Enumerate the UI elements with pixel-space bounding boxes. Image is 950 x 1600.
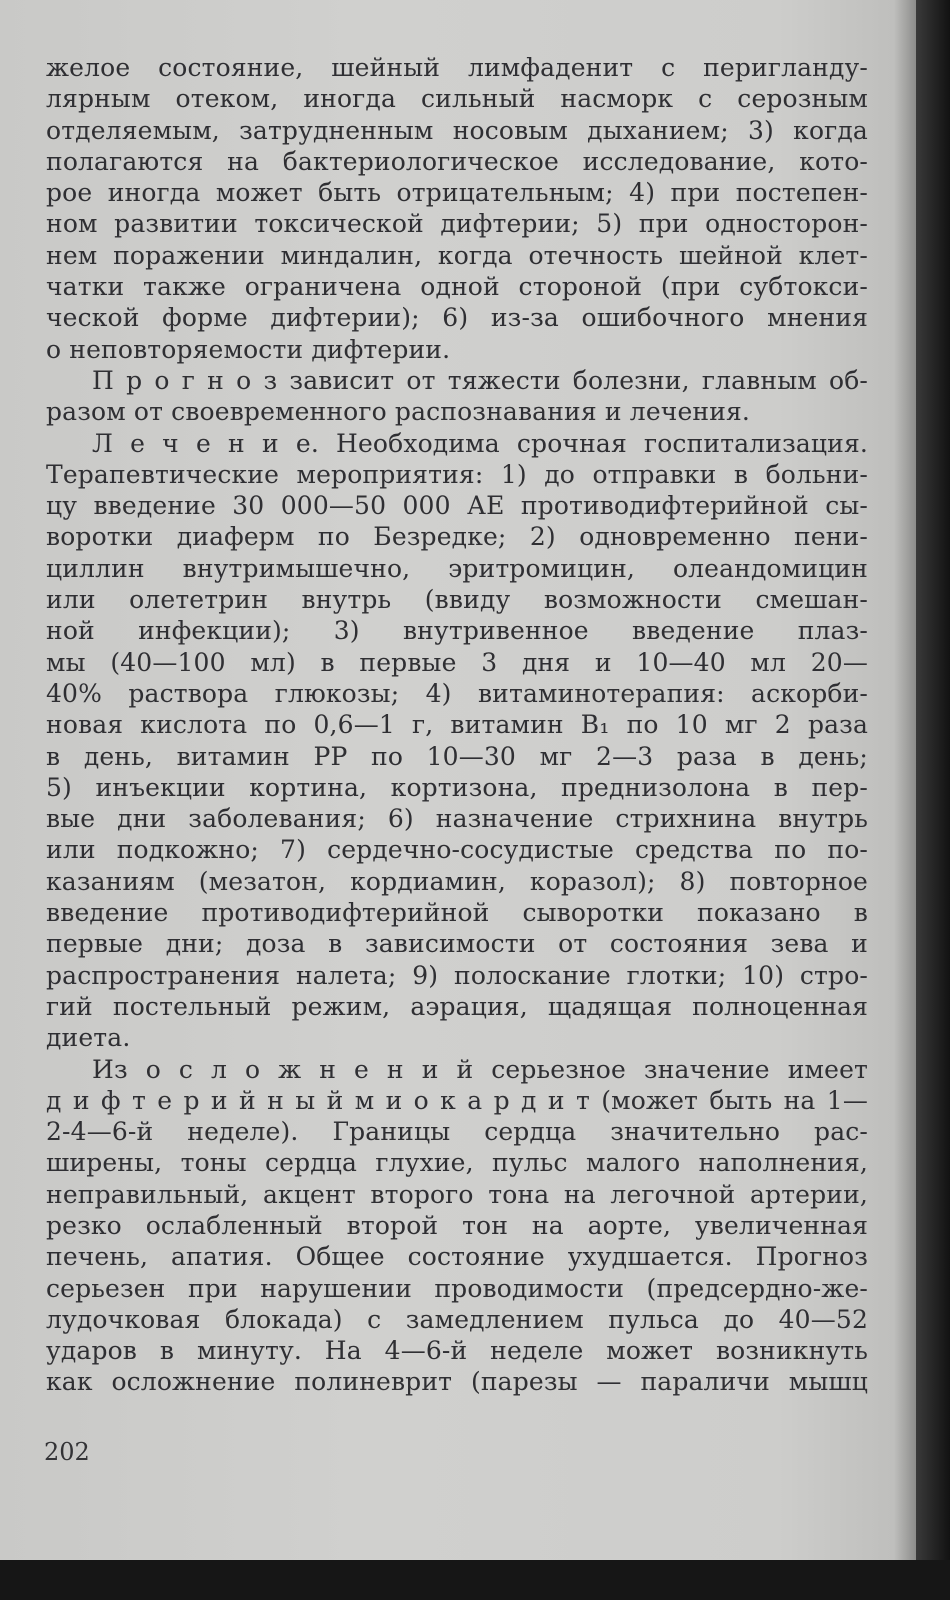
text-line: или олететрин внутрь (ввиду возможности смешан- <box>46 585 868 615</box>
background-edge-right <box>916 0 950 1600</box>
text-line: П р о г н о з зависит от тяжести болезни, главным об- <box>92 365 868 395</box>
text-line: новая кислота по 0,6—1 г, витамин B₁ по 10 мг 2 раза <box>46 710 868 740</box>
text-line: 5) инъекции кортина, кортизона, преднизолона в пер- <box>46 772 868 802</box>
text-line: распространения налета; 9) полоскание глотки; 10) стро- <box>46 960 868 990</box>
text-line: Из о с л о ж н е н и й серьезное значение имеет <box>92 1054 868 1084</box>
text-line: вые дни заболевания; 6) назначение стрихнина внутрь <box>46 804 868 834</box>
text-line: отделяемым, затрудненным носовым дыханием; 3) когда <box>46 115 868 145</box>
text-line: разом от своевременного распознавания и лечения. <box>46 397 751 427</box>
text-line: резко ослабленный второй тон на аорте, увеличенная <box>46 1210 868 1240</box>
text-line: рое иногда может быть отрицательным; 4) при постепен- <box>46 178 868 208</box>
text-line: ударов в минуту. На 4—6-й неделе может возникнуть <box>46 1336 868 1366</box>
text-line: диета. <box>46 1023 131 1053</box>
text-line: о неповторяемости дифтерии. <box>46 334 451 364</box>
text-line: неправильный, акцент второго тона на легочной артерии, <box>46 1179 868 1209</box>
text-line: введение противодифтерийной сыворотки показано в <box>46 898 868 928</box>
text-line: лярным отеком, иногда сильный насморк с серозным <box>46 84 868 114</box>
text-line: чатки также ограничена одной стороной (при субтокси- <box>46 272 868 302</box>
text-line: желое состояние, шейный лимфаденит с перигланду- <box>46 53 868 82</box>
text-line: лудочковая блокада) с замедлением пульса до 40—52 <box>46 1304 868 1334</box>
text-line: цу введение 30 000—50 000 АЕ противодифтерийной сы- <box>46 491 868 521</box>
text-line: нем поражении миндалин, когда отечность шейной клет- <box>46 240 868 270</box>
text-line: серьезен при нарушении проводимости (предсердно-же- <box>46 1273 868 1303</box>
text-line: воротки диаферм по Безредке; 2) одновременно пени- <box>46 522 868 552</box>
text-line: Л е ч е н и е. Необходима срочная госпитализация. <box>92 428 868 458</box>
text-line: в день, витамин PP по 10—30 мг 2—3 раза в день; <box>46 741 868 771</box>
text-line: казаниям (мезатон, кордиамин, коразол); 8) повторное <box>46 866 868 896</box>
text-line: печень, апатия. Общее состояние ухудшается. Прогноз <box>46 1242 868 1272</box>
text-line: или подкожно; 7) сердечно-сосудистые средства по по- <box>46 835 868 865</box>
body-text <box>46 52 868 1398</box>
text-line: гий постельный режим, аэрация, щадящая полноценная <box>46 991 868 1021</box>
text-line: 40% раствора глюкозы; 4) витаминотерапия: аскорби- <box>46 678 868 708</box>
text-line: Терапевтические мероприятия: 1) до отправки в больни- <box>46 459 868 489</box>
text-line: 2-4—6-й неделе). Границы сердца значительно рас- <box>46 1117 868 1147</box>
page-number: 202 <box>44 1438 90 1466</box>
text-line: ческой форме дифтерии); 6) из-за ошибочного мнения <box>46 303 868 333</box>
text-line: первые дни; доза в зависимости от состояния зева и <box>46 929 868 959</box>
text-line: мы (40—100 мл) в первые 3 дня и 10—40 мл 20— <box>46 647 868 677</box>
text-line: циллин внутримышечно, эритромицин, олеандомицин <box>46 553 868 583</box>
page-edge-shadow <box>894 0 916 1560</box>
text-line: ном развитии токсической дифтерии; 5) при односторон- <box>46 209 868 239</box>
text-line: ной инфекции); 3) внутривенное введение плаз- <box>46 616 868 646</box>
text-line: как осложнение полиневрит (парезы — параличи мышц <box>46 1367 868 1397</box>
text-line: ширены, тоны сердца глухие, пульс малого наполнения, <box>46 1148 868 1178</box>
text-line: д и ф т е р и й н ы й м и о к а р д и т (может быть на 1— <box>46 1085 868 1115</box>
background-edge-bottom <box>0 1560 950 1600</box>
text-line: полагаются на бактериологическое исследование, кото- <box>46 146 868 176</box>
